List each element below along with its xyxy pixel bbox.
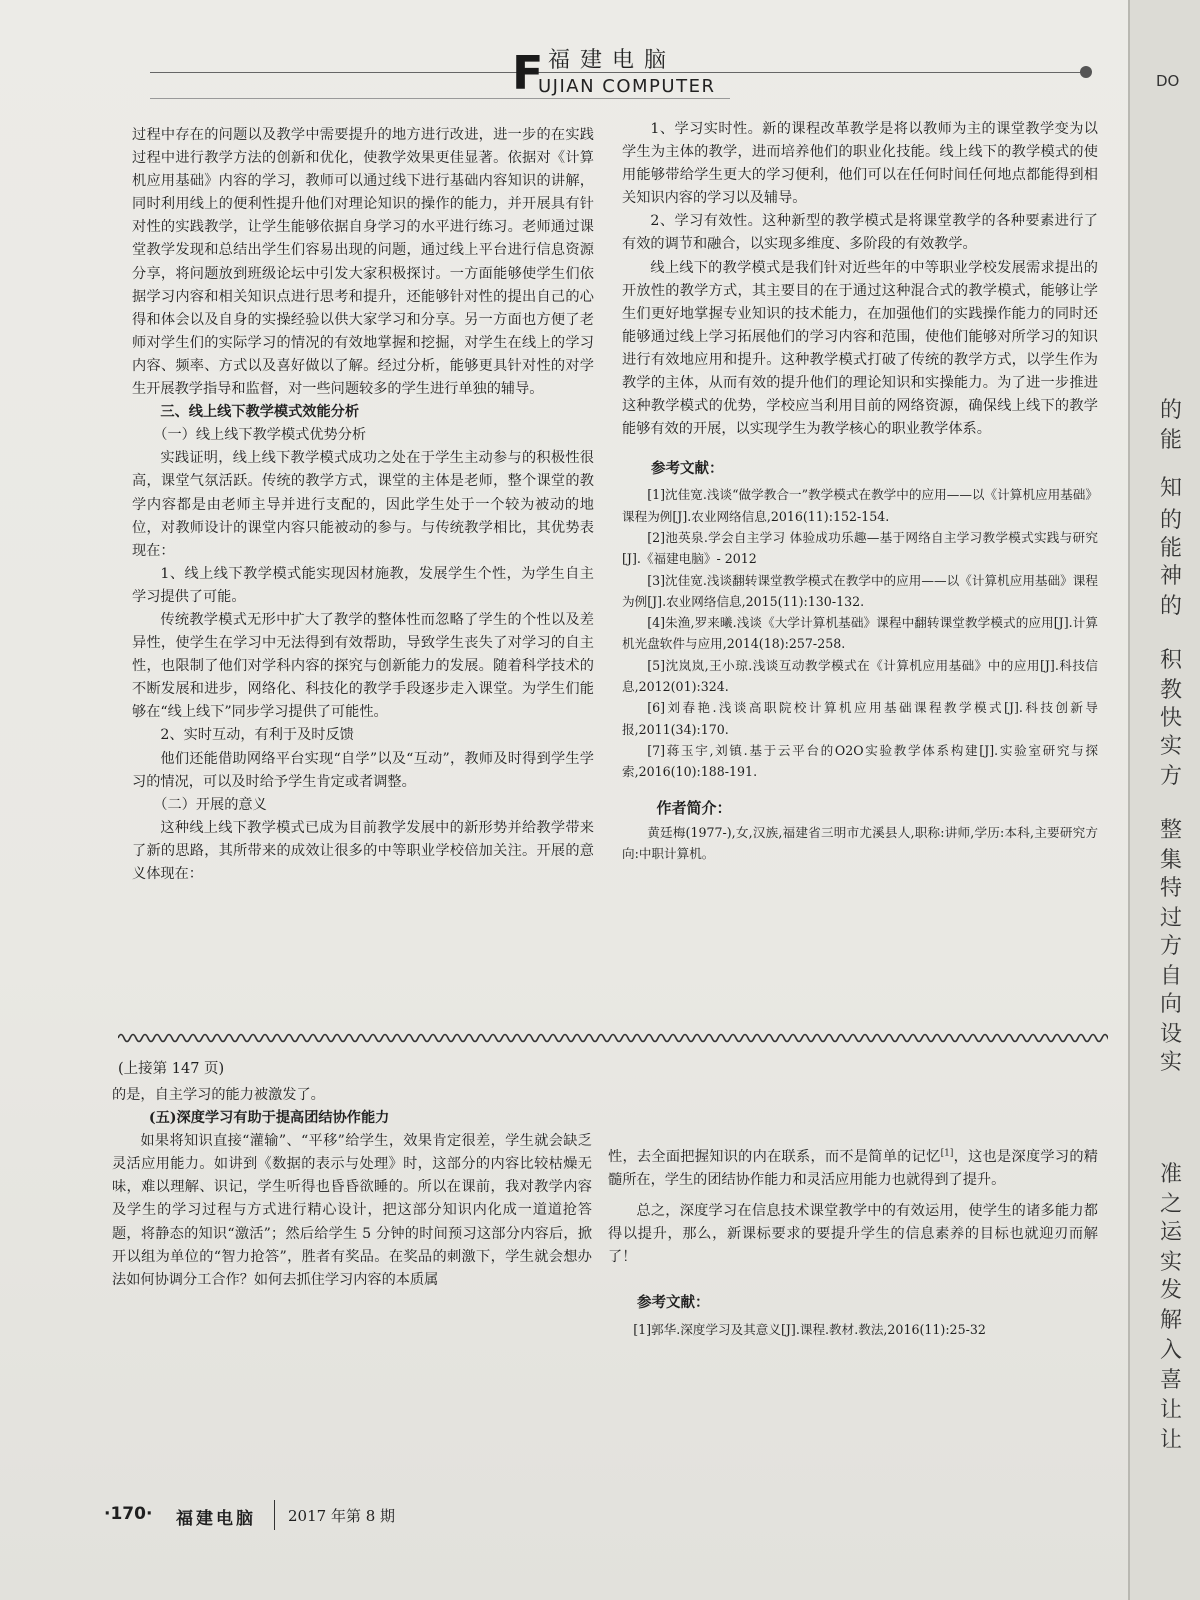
section-heading: (五)深度学习有助于提高团结协作能力 [148, 1110, 390, 1127]
paragraph: 实践证明，线上线下教学模式成功之处在于学生主动参与的积极性很高，课堂气氛活跃。传统的教学方式，课堂的主体是老师，整个课堂的教学内容都是由老师主导并进行支配的，因此学生处于一个较为被动的地位，对教师设计的课堂内容只能被动的参与。与传统教学相比，其优势表现在： [132, 450, 594, 559]
paragraph: 这种线上线下教学模式已成为目前教学发展中的新形势并给教学带来了新的思路，其所带来的成效让很多的中等职业学校倍加关注。开展的意义体现在： [132, 819, 594, 882]
author-bio: 黄廷梅(1977-),女,汉族,福建省三明市尤溪县人,职称:讲师,学历:本科,主要研究方向:中职计算机。 [622, 824, 1098, 861]
adjacent-page-char: 设 [1160, 1022, 1183, 1047]
reference-item: [2]池英泉.学会自主学习 体验成功乐趣—基于网络自主学习教学模式实践与研究[J].《福建电脑》- 2012 [622, 530, 1098, 567]
reference-item: [5]沈岚岚,王小琼.浅谈互动教学模式在《计算机应用基础》中的应用[J].科技信息,2012(01):324. [622, 657, 1098, 695]
reference-item: [1]沈佳宽.浅谈“做学教合一”教学模式在教学中的应用——以《计算机应用基础》课程为例[J].农业网络信息,2016(11):152-154. [622, 487, 1098, 524]
adjacent-page-char: 之 [1160, 1192, 1183, 1217]
adjacent-page-char: 过 [1160, 906, 1183, 931]
adjacent-page-char: 能 [1160, 536, 1183, 561]
header-logo-letter: F [512, 46, 544, 100]
header-rule-secondary [150, 98, 730, 99]
right-column-body [622, 118, 1098, 441]
adjacent-page-char: 方 [1160, 934, 1183, 959]
paragraph: 2、实时互动，有利于及时反馈 [160, 727, 354, 744]
references-heading-2: 参考文献： [637, 1294, 710, 1312]
adjacent-page-char: 实 [1160, 734, 1183, 759]
adjacent-page-char: 的 [1160, 594, 1183, 619]
section-heading: 三、线上线下教学模式效能分析 [160, 404, 360, 421]
adjacent-page-char: 向 [1160, 992, 1183, 1017]
adjacent-page-char: 集 [1160, 848, 1183, 873]
adjacent-page-char: 神 [1160, 564, 1183, 589]
adjacent-page-char: 喜 [1160, 1368, 1183, 1393]
continued-from-label: (上接第 147 页) [118, 1061, 225, 1077]
page-header [110, 42, 1100, 112]
section-heading: （一）线上线下教学模式优势分析 [153, 427, 367, 444]
paragraph-text-cont: ，这也是深度学习的精髓所在，学生的团结协作能力和灵活应用能力也就得到了提升。 [608, 1149, 1098, 1189]
adjacent-page-edge [1128, 0, 1200, 1600]
footer-separator [274, 1500, 275, 1530]
adjacent-page-char: 能 [1160, 428, 1183, 453]
adjacent-page-char: 自 [1160, 964, 1183, 989]
page-number: ·170· [104, 1504, 153, 1524]
paragraph: 传统教学模式无形中扩大了教学的整体性而忽略了学生的个性以及差异性，使学生在学习中无法得到有效帮助，导致学生丧失了对学习的自主性，也限制了他们对学科内容的探究与创新能力的发展。随着科学技术的不断发展和进步，网络化、科技化的教学手段逐步走入课堂。为学生们能够在“线上线下”同步学习提供了可能性。 [132, 611, 594, 721]
reference-item: [7]蒋玉宇,刘镇.基于云平台的O2O实验教学体系构建[J].实验室研究与探索,2016(10):188-191. [622, 742, 1098, 780]
adjacent-page-char: 特 [1160, 876, 1183, 901]
adjacent-page-char: 解 [1160, 1308, 1183, 1333]
adjacent-page-char: 快 [1160, 706, 1183, 731]
adjacent-page-char: 实 [1160, 1050, 1183, 1075]
paragraph [608, 1146, 1098, 1192]
adjacent-page-char: 教 [1160, 678, 1183, 703]
paragraph: 1、学习实时性。新的课程改革教学是将以教师为主的课堂教学变为以学生为主体的教学，进而培养他们的职业化技能。线上线下的教学模式的使用能够带给学生更大的学习便利，他们可以在任何时间任何地点都能得到相关知识内容的学习以及辅导。 [622, 121, 1098, 207]
header-journal-en: UJIAN COMPUTER [538, 76, 716, 97]
paragraph: 的是，自主学习的能力被激发了。 [112, 1087, 325, 1103]
paragraph: 如果将知识直接“灌输”、“平移”给学生，效果肯定很差，学生就会缺乏灵活应用能力。如讲到《数据的表示与处理》时，这部分的内容比较枯燥无味，难以理解、识记，学生听得也昏昏欲睡的。所以在课前，我对教学内容及学生的学习过程与方式进行精心设计，把这部分知识内化成一道道抢答题，将静态的知识“激活”；然后给学生 5 分钟的时间预习这部分内容后，掀开以组为单位的“智力抢答”，胜者有奖品。在奖品的刺激下，学生就会想办法如何协调分工合作？如何去抓住学习内容的本质属 [112, 1133, 592, 1288]
adjacent-page-char: 准 [1160, 1162, 1183, 1187]
section-divider [118, 1030, 1108, 1046]
article-right-column [622, 118, 1098, 864]
paragraph: 1、线上线下教学模式能实现因材施教，发展学生个性，为学生自主学习提供了可能。 [132, 565, 594, 605]
paragraph: 过程中存在的问题以及教学中需要提升的地方进行改进，进一步的在实践过程中进行教学方法的创新和优化，使教学效果更佳显著。依据对《计算机应用基础》内容的学习，教师可以通过线下进行基础内容知识的讲解，同时利用线上的便利性提升他们对理论知识的操作的能力，并开展具有针对性的实践教学，让学生能够依据自身学习的水平进行练习。老师通过课堂教学发现和总结出学生们容易出现的问题，通过线上平台进行信息资源分享，将问题放到班级论坛中引发大家积极探讨。一方面能够使学生们依据学习内容和相关知识点进行思考和提升，还能够针对性的提出自己的心得和体会以及自身的实操经验以供大家学习和分享。另一方面也方便了老师对学生们的实际学习的情况的有效地掌握和挖掘，对学生在线上的学习内容、频率、方式以及喜好做以了解。经过分析，能够更具针对性的对学生开展教学指导和监督，对一些问题较多的学生进行单独的辅导。 [132, 127, 594, 398]
continued-right-column [608, 1146, 1098, 1340]
adjacent-page-char: 方 [1160, 764, 1183, 789]
footer-issue: 2017 年第 8 期 [288, 1507, 396, 1525]
adjacent-page-header-fragment: DO [1156, 72, 1180, 90]
adjacent-page-char: 让 [1160, 1428, 1183, 1453]
header-dot [1080, 66, 1092, 78]
reference-item: [1]郭华.深度学习及其意义[J].课程.教材.教法,2016(11):25-32 [633, 1321, 986, 1337]
reference-item: [4]朱渔,罗来曦.浅谈《大学计算机基础》课程中翻转课堂教学模式的应用[J].计算机光盘软件与应用,2014(18):257-258. [622, 615, 1098, 652]
references-list [622, 484, 1098, 782]
continued-left-column [112, 1084, 592, 1292]
section-heading: （二）开展的意义 [153, 796, 267, 813]
adjacent-page-char: 入 [1160, 1338, 1183, 1363]
reference-item: [6]刘春艳.浅谈高职院校计算机应用基础课程教学模式[J].科技创新导报,2011(34):170. [622, 700, 1098, 737]
paragraph: 线上线下的教学模式是我们针对近些年的中等职业学校发展需求提出的开放性的教学方式，其主要目的在于通过这种混合式的教学模式，能够让学生们更好地掌握专业知识的技术能力，在加强他们的实践操作能力的同时还能够通过线上学习拓展他们的学习内容和范围，使他们能够对所学习的知识进行有效地应用和提升。这种教学模式打破了传统的教学方式，以学生作为教学的主体，从而有效的提升他们的理论知识和实操能力。为了进一步推进这种教学模式的优势，学校应当利用目前的网络资源，确保线上线下的教学能够有效的开展，以实现学生为教学核心的职业教学体系。 [622, 259, 1098, 438]
header-journal-cn: 福建电脑 [548, 48, 677, 73]
paragraph: 2、学习有效性。这种新型的教学模式是将课堂教学的各种要素进行了有效的调节和融合，以实现多维度、多阶段的有效教学。 [622, 213, 1098, 253]
reference-item: [3]沈佳宽.浅谈翻转课堂教学模式在教学中的应用——以《计算机应用基础》课程为例[J].农业网络信息,2015(11):130-132. [622, 572, 1098, 609]
adjacent-page-char: 的 [1160, 508, 1183, 533]
footer-journal-name: 福建电脑 [176, 1509, 256, 1529]
citation-marker: [1] [940, 1148, 954, 1159]
paragraph: 他们还能借助网络平台实现“自学”以及“互动”，教师及时得到学生学习的情况，可以及时给予学生肯定或者调整。 [132, 750, 594, 790]
adjacent-page-char: 让 [1160, 1398, 1183, 1423]
paragraph: 总之，深度学习在信息技术课堂教学中的有效运用，使学生的诸多能力都得以提升，那么，新课标要求的要提升学生的信息素养的目标也就迎刃而解了！ [608, 1203, 1098, 1266]
adjacent-page-char: 运 [1160, 1220, 1183, 1245]
adjacent-page-char: 发 [1160, 1278, 1183, 1303]
references-heading: 参考文献： [651, 460, 724, 478]
adjacent-page-char: 的 [1160, 398, 1183, 423]
adjacent-page-char: 积 [1160, 648, 1183, 673]
article-left-column [132, 124, 594, 886]
author-heading: 作者简介： [656, 798, 732, 817]
adjacent-page-char: 知 [1160, 476, 1183, 501]
paragraph-text: 性，去全面把握知识的内在联系，而不是简单的记忆 [608, 1149, 941, 1165]
adjacent-page-char: 实 [1160, 1250, 1183, 1275]
adjacent-page-char: 整 [1160, 818, 1183, 843]
